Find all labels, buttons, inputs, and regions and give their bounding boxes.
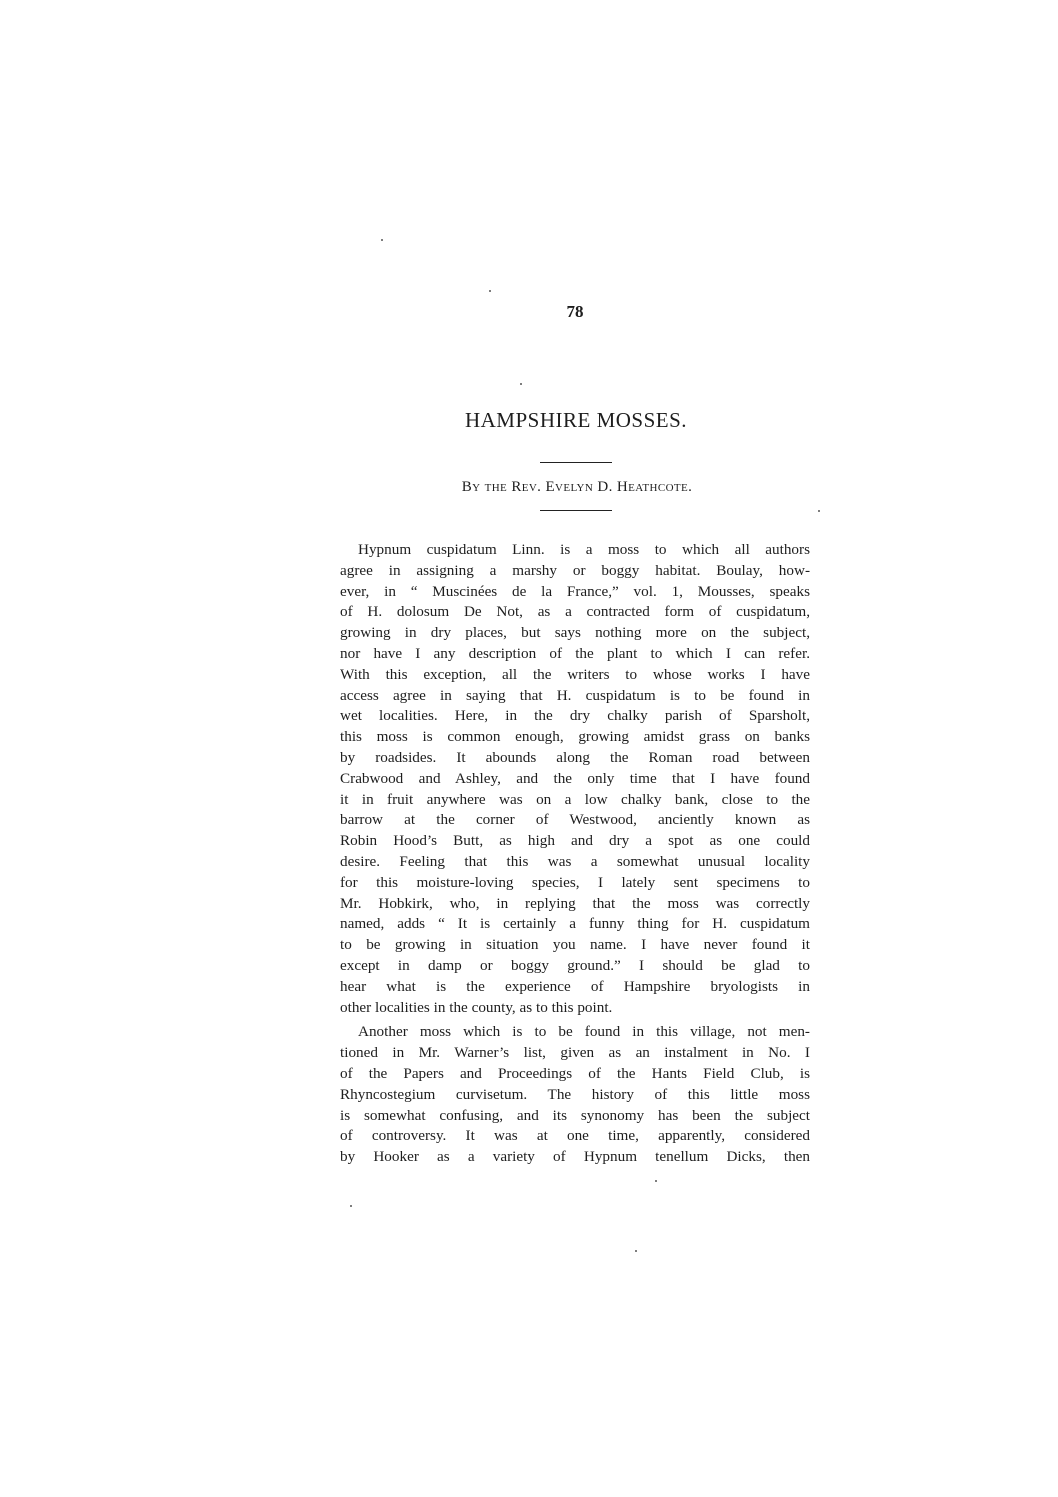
scan-speck [818,510,820,512]
text-line: growing in dry places, but says nothing more on the subject, [340,624,810,642]
text-line: tioned in Mr. Warner’s list, given as an instalment in No. I [340,1044,810,1062]
scan-speck [635,1250,637,1252]
text-line: except in damp or boggy ground.” I should be glad to [340,956,810,974]
text-line: Another moss which is to be found in this village, not men- [358,1023,810,1041]
scan-speck [350,1205,352,1207]
scan-speck [655,1180,657,1182]
text-line: of H. dolosum De Not, as a contracted form of cuspidatum, [340,603,810,621]
text-line: With this exception, all the writers to whose works I have [340,665,810,683]
text-line: access agree in saying that H. cuspidatum is to be found in [340,686,810,704]
text-line: by roadsides. It abounds along the Roman road between [340,748,810,766]
page-number: 78 [566,302,584,321]
text-line: of the Papers and Proceedings of the Hants Field Club, is [340,1064,810,1082]
text-line: ever, in “ Muscinées de la France,” vol. 1, Mousses, speaks [340,582,810,600]
article-body [340,540,810,1168]
text-line: barrow at the corner of Westwood, anciently known as [340,811,810,829]
text-line: named, adds “ It is certainly a funny thing for H. cuspidatum [340,915,810,933]
divider-bottom [540,510,612,511]
text-line: Hypnum cuspidatum Linn. is a moss to which all authors [358,541,810,558]
text-line: to be growing in situation you name. I have never found it [340,936,810,954]
scan-speck [520,383,522,385]
text-line: Mr. Hobkirk, who, in replying that the moss was correctly [340,894,810,912]
text-line: is somewhat confusing, and its synonomy has been the subject [340,1106,810,1124]
text-line: desire. Feeling that this was a somewhat unusual locality [340,852,810,870]
byline-text: By the Rev. Evelyn D. Heathcote. [461,479,693,495]
text-line: hear what is the experience of Hampshire bryologists in [340,977,810,995]
scan-speck [381,239,383,241]
author-byline [0,479,1058,496]
text-line: this moss is common enough, growing amidst grass on banks [340,728,810,746]
text-line: for this moisture-loving species, I lately sent specimens to [340,873,810,891]
text-line: by Hooker as a variety of Hypnum tenellum Dicks, then [340,1148,810,1166]
divider-top [540,462,612,463]
text-line: it in fruit anywhere was on a low chalky bank, close to the [340,790,810,808]
text-line: nor have I any description of the plant to which I can refer. [340,644,810,662]
paragraph [340,540,810,1018]
text-line: Rhyncostegium curvisetum. The history of this little moss [340,1085,810,1103]
paragraph [340,1022,810,1168]
article-title: HAMPSHIRE MOSSES. [464,408,688,432]
text-line: of controversy. It was at one time, apparently, considered [340,1127,810,1145]
text-line: Crabwood and Ashley, and the only time that I have found [340,769,810,787]
scan-speck [489,290,491,292]
text-line: agree in assigning a marshy or boggy habitat. Boulay, how- [340,561,810,579]
text-line: wet localities. Here, in the dry chalky parish of Sparsholt, [340,707,810,725]
text-line: other localities in the county, as to this point. [340,998,613,1016]
text-line: Robin Hood’s Butt, as high and dry a spot as one could [340,832,810,850]
